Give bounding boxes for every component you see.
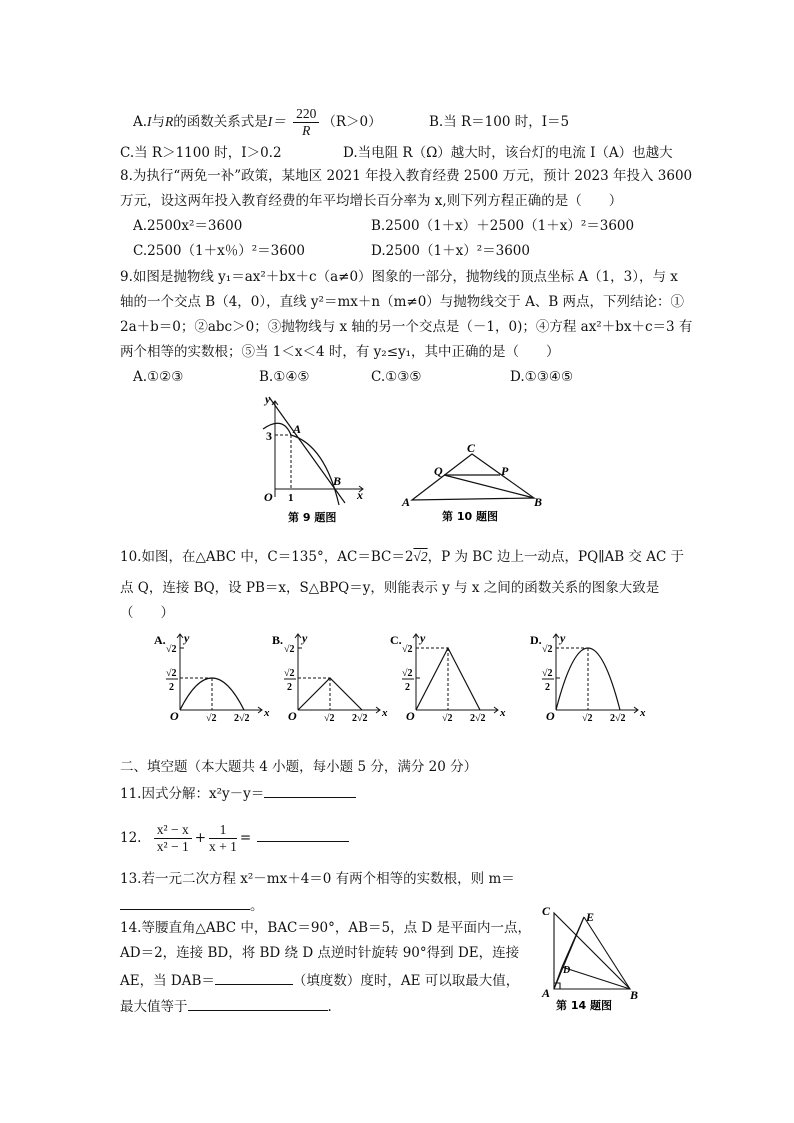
q14-line-3-a: AE，当 DAB＝	[120, 973, 215, 989]
q9-option-a: A.①②③	[133, 369, 184, 385]
fig9-tick-3: 3	[266, 429, 272, 443]
q7-option-a	[133, 105, 382, 139]
q8-line-1: 8.为执行“两免一补”政策，某地区 2021 年投入教育经费 2500 万元，预计 2023 年投入 3600	[120, 168, 693, 184]
fig14-segment-bd	[562, 967, 630, 989]
graph-origin-label: O	[546, 709, 555, 723]
q9-line-2: 轴的一个交点 B（4，0），直线 y²＝mx＋n（m≠0）与抛物线交于 A、B 两点，下列结论：①	[120, 294, 685, 310]
graph-y-half-denominator: 2	[169, 682, 174, 693]
figure-10	[398, 440, 548, 526]
graph-origin-label: O	[288, 709, 297, 723]
fig9-origin-label: O	[264, 490, 273, 504]
q7-option-a-text: 的函数关系式是	[173, 114, 268, 130]
fig10-segment-bq	[444, 475, 534, 498]
fig14-point-d: D	[563, 965, 571, 976]
graph-option-2	[390, 631, 506, 724]
q14-line-3-b: （填度数）度时，AE 可以取最大值，	[292, 973, 520, 989]
q12-plus: +	[194, 830, 207, 846]
q10-answer-graphs	[140, 628, 650, 724]
graph-y-label: y	[302, 631, 308, 645]
graph-y-label: y	[420, 631, 426, 645]
q12-equals: =	[239, 830, 252, 846]
q9-option-b: B.①④⑤	[259, 369, 310, 385]
graph-x-label: x	[264, 707, 270, 719]
graph-option-label: C.	[390, 633, 402, 647]
graph-x-label: x	[500, 707, 506, 719]
q10-line-1-c: ，P 为 BC 边上一动点，PQ∥AB 交 AC 于	[427, 549, 685, 565]
graph-y-label: y	[560, 631, 566, 645]
q11-text: 11.因式分解：x²y－y＝	[120, 786, 265, 802]
section-2-heading: 二、填空题（本大题共 4 小题，每小题 5 分，满分 20 分）	[120, 759, 478, 775]
fig9-tick-1: 1	[288, 492, 294, 504]
q14-line-3	[120, 970, 519, 990]
q8-line-2: 万元，设这两年投入教育经费的年平均增长百分率为 x,则下列方程正确的是（ ）	[120, 193, 623, 209]
q13-line-1: 13.若一元二次方程 x²－mx＋4＝0 有两个相等的实数根，则 m＝	[120, 871, 515, 887]
figure-14	[536, 905, 646, 1013]
fig14-point-a: A	[542, 986, 551, 1000]
fig14-segment-be	[584, 917, 630, 989]
q9-line-1: 9.如图是抛物线 y₁＝ax²＋bx＋c（a≠0）图象的一部分，抛物线的顶点坐标 A（1，3），与 x	[120, 269, 678, 285]
q14-max-blank[interactable]	[188, 996, 328, 1011]
graph-x-mid-label: √2	[324, 713, 335, 724]
graph-origin-label: O	[170, 709, 179, 723]
fig10-point-p: P	[501, 464, 509, 478]
graph-y-label: y	[184, 631, 190, 645]
q14-line-1: 14.等腰直角△ABC 中，BAC＝90°，AB＝5，点 D 是平面内一点，	[120, 920, 531, 936]
q9-option-d: D.①③④⑤	[510, 369, 574, 385]
q7-fraction-num: 220	[293, 106, 319, 123]
fig10-point-q: Q	[434, 464, 443, 478]
q9-line-3: 2a＋b＝0；②abc＞0；③抛物线与 x 轴的另一个交点是（－1，0)；④方程 ax²＋bx＋c＝3 有	[120, 319, 693, 335]
fig9-point-a: A	[293, 422, 302, 436]
q13-answer-blank[interactable]	[120, 895, 250, 910]
fig9-caption: 第 9 题图	[288, 511, 337, 524]
q12	[120, 816, 349, 860]
q7-var-i: I	[147, 114, 152, 129]
fig14-point-b: B	[630, 988, 639, 1002]
graph-x-mid-label: √2	[582, 713, 593, 724]
fig14-point-e: E	[586, 910, 595, 924]
graph-y-half-numerator: √2	[166, 668, 177, 679]
graph-x-label: x	[640, 707, 646, 719]
q10-line-3: （ ）	[120, 605, 174, 621]
q9-line-4: 两个相等的实数根；⑤当 1＜x＜4 时，有 y₂≤y₁，其中正确的是（ ）	[120, 344, 560, 360]
graph-option-0	[154, 631, 270, 724]
q7-var-r: R	[165, 114, 174, 129]
fig9-y-label: y	[265, 393, 271, 406]
q14-line-4	[120, 996, 332, 1016]
q12-answer-blank[interactable]	[257, 827, 349, 842]
fig9-point-b: B	[333, 474, 342, 488]
graph-x-mid-label: √2	[206, 713, 217, 724]
q10-line-1	[120, 548, 684, 566]
q7-fraction-den: R	[302, 123, 311, 138]
graph-option-1	[272, 631, 388, 724]
q7-fraction	[293, 106, 319, 139]
q13-line-2	[120, 895, 264, 915]
q10-sqrt: √2	[413, 549, 428, 564]
q12-fraction-1	[154, 822, 192, 855]
q7-option-c: C.当 R＞1100 时，I＞0.2	[120, 145, 282, 161]
q11-answer-blank[interactable]	[264, 783, 356, 798]
q14-line-2: AD＝2，连接 BD，将 BD 绕 D 点逆时针旋转 90°得到 DE，连接	[120, 945, 520, 961]
q8-option-a: A.2500x²＝3600	[133, 218, 243, 234]
graph-y-half-numerator: √2	[402, 668, 413, 679]
fig9-x-label: x	[357, 488, 363, 502]
graph-option-label: B.	[272, 633, 284, 647]
q13-end: 。	[250, 898, 264, 914]
graph-y-top-label: √2	[284, 644, 295, 655]
q14-line-4-a: 最大值等于	[120, 999, 188, 1015]
fig10-point-a: A	[402, 495, 411, 509]
q14-angle-blank[interactable]	[215, 970, 293, 985]
q12-fraction-2-num: 1	[209, 822, 237, 839]
q10-line-2: 点 Q，连接 BQ，设 PB＝x，S△BPQ＝y，则能表示 y 与 x 之间的函数关系的图象大致是	[120, 580, 660, 596]
fig14-caption: 第 14 题图	[556, 999, 612, 1012]
q8-option-b: B.2500（1＋x）＋2500（1＋x）²＝3600	[371, 218, 635, 234]
fig10-caption: 第 10 题图	[442, 510, 498, 523]
graph-y-top-label: √2	[166, 644, 177, 655]
graph-x-end-label: 2√2	[234, 713, 250, 724]
graph-x-mid-label: √2	[442, 713, 453, 724]
graph-x-end-label: 2√2	[352, 713, 368, 724]
graph-y-half-denominator: 2	[545, 682, 550, 693]
graph-x-label: x	[382, 707, 388, 719]
q7-word-yu: 与	[151, 114, 166, 130]
graph-x-end-label: 2√2	[470, 713, 486, 724]
fig14-triangle	[554, 913, 630, 989]
q7-option-a-prefix: A.	[133, 114, 148, 130]
graph-x-end-label: 2√2	[610, 713, 626, 724]
graph-y-top-label: √2	[402, 644, 413, 655]
graph-y-half-numerator: √2	[284, 668, 295, 679]
q8-option-c: C.2500（1＋x％）²＝3600	[133, 243, 305, 259]
graph-y-half-denominator: 2	[405, 682, 410, 693]
q7-option-d: D.当电阻 R（Ω）越大时，该台灯的电流 I（A）也越大	[343, 145, 673, 161]
fig14-segment-ad	[554, 967, 562, 989]
q11	[120, 783, 356, 803]
q7-option-b: B.当 R＝100 时，I＝5	[429, 114, 570, 130]
q12-prefix: 12.	[120, 830, 142, 846]
q8-option-d: D.2500（1＋x）²＝3600	[371, 243, 530, 259]
q14-line-4-b: .	[327, 999, 332, 1015]
q9-option-c: C.①③⑤	[371, 369, 422, 385]
q7-option-a-eq: I＝	[267, 114, 286, 129]
q12-fraction-1-num: x² − x	[154, 822, 192, 839]
graph-y-half-numerator: √2	[542, 668, 553, 679]
graph-y-half-denominator: 2	[287, 682, 292, 693]
q12-fraction-1-den: x² − 1	[156, 839, 189, 854]
graph-option-3	[530, 631, 646, 724]
q10-line-1-a: 10.如图，在△ABC 中，C＝135°，AC＝BC＝2	[120, 549, 414, 565]
graph-origin-label: O	[406, 709, 415, 723]
q12-fraction-2	[209, 822, 237, 855]
fig10-point-b: B	[534, 495, 543, 509]
fig10-point-c: C	[467, 441, 476, 455]
graph-y-top-label: √2	[542, 644, 553, 655]
graph-option-label: D.	[530, 633, 542, 647]
figure-9	[255, 393, 375, 525]
q7-option-a-cond: （R＞0）	[322, 114, 382, 130]
q12-fraction-2-den: x + 1	[209, 839, 237, 854]
graph-option-label: A.	[154, 633, 166, 647]
fig14-point-c: C	[542, 905, 551, 918]
